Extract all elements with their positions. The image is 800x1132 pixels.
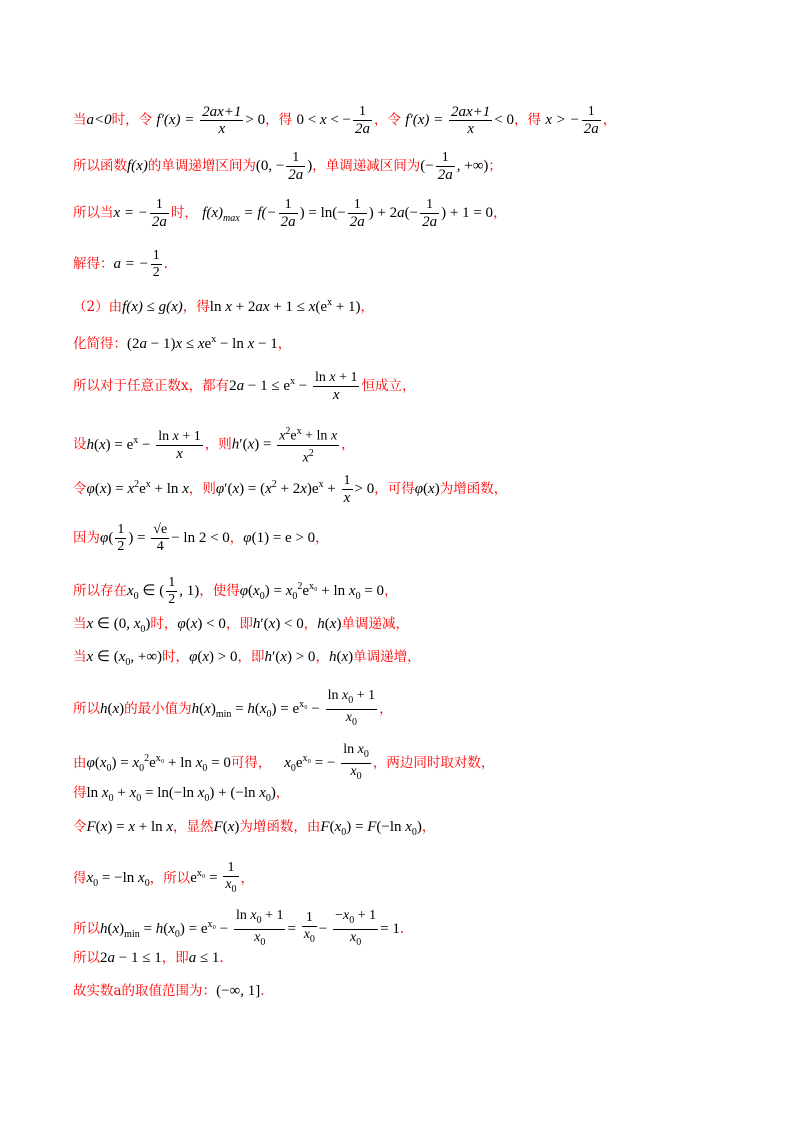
- fraction: $\frac{2ax+1}{x}$: [202, 104, 242, 137]
- math-expression: φ(x) < 0: [177, 616, 226, 632]
- fraction: $\frac{\ln x_0 + 1}{x_0}$: [327, 688, 376, 728]
- text-segment: ，两边同时取对数，: [372, 754, 495, 771]
- fraction: $\frac{1}{x_0}$: [225, 860, 237, 895]
- fraction: $\frac{1}{x_0}$: [303, 910, 315, 946]
- math-expression: φ(: [100, 530, 114, 546]
- fraction: $\frac{\ln x_0}{x_0}$: [343, 742, 369, 782]
- text-segment: 所以函数: [73, 158, 127, 174]
- text-segment: 由: [73, 754, 87, 771]
- text-segment: .: [260, 983, 265, 999]
- math-expression: $\varphi'(x) = (x^2 + 2x)e^x$ +: [215, 479, 340, 497]
- math-expression: $h(x)_{min} = h(x_0) = e^{x_0}$ −: [191, 698, 324, 720]
- text-segment: 时，令: [111, 112, 153, 128]
- text-segment: 单调递减，: [341, 616, 409, 632]
- text-segment: ，: [315, 530, 329, 546]
- solution-line-19: 所以$h(x)_{min} = h(x_0) = e^{x_0}$ − $\frac{\ln x_0 + 1}{x_0}$ = $\frac{1}{x_0}$ − $\frac{-x_0 + 1}{x_0}$ = 1.: [73, 908, 760, 951]
- text-segment: 当: [73, 112, 87, 128]
- text-segment: 所以对于任意正数x，都有: [73, 378, 230, 394]
- text-segment: ，单调递减区间为: [312, 158, 421, 174]
- math-expression: h′(x) < 0: [252, 616, 304, 632]
- solution-line-16: [73, 783, 760, 809]
- fraction: $\frac{1}{2a}$: [151, 197, 167, 230]
- text-segment: 所以: [73, 920, 100, 937]
- math-expression: $\varphi(x) = x^2e^x + \ln x$: [86, 479, 189, 497]
- text-segment: 时，: [162, 649, 190, 665]
- text-segment: 当: [73, 649, 87, 665]
- solution-line-17: [73, 817, 760, 843]
- text-segment: ，即: [237, 649, 265, 665]
- text-segment: 所以: [73, 700, 100, 717]
- math-expression: 2a − 1 ≤ 1: [100, 950, 162, 966]
- solution-line-4: [73, 248, 760, 281]
- text-segment: ，使得: [199, 583, 240, 599]
- text-segment: ，: [384, 583, 398, 599]
- text-segment: 得: [73, 870, 87, 887]
- math-expression: x ∈ (0, $x_0$): [86, 616, 151, 635]
- math-expression: f′(x) =: [405, 112, 448, 128]
- text-segment: ，即: [161, 950, 189, 966]
- math-expression: $\varphi(x_0) = x_0^2e^{x_0} + \ln x_0 = 0$: [86, 752, 231, 774]
- solution-line-6: [73, 330, 760, 354]
- math-expression: F(x) = x + ln x: [86, 819, 174, 835]
- text-segment: （2）由: [73, 299, 123, 315]
- text-segment: .: [219, 950, 224, 966]
- math-expression: $\ln x + 2ax + 1 \le x(e^x + 1)$: [209, 297, 361, 315]
- text-segment: 所以: [73, 950, 100, 966]
- math-expression: $x_0 = -\ln$ $x_0$: [86, 870, 150, 890]
- text-segment: ，: [360, 299, 375, 315]
- text-segment: 可得，: [230, 754, 272, 771]
- solution-line-1: [73, 104, 760, 137]
- text-segment: 的最小值为: [124, 700, 192, 717]
- math-expression: $f(x)_{max} = f(-$: [202, 205, 277, 224]
- math-expression: h′(x) > 0: [264, 649, 316, 665]
- fraction: $\frac{\ln x_0 + 1}{x_0}$: [235, 908, 284, 948]
- math-expression: f(x): [127, 158, 148, 174]
- math-expression: (−: [420, 158, 434, 174]
- math-expression: x = −: [113, 205, 148, 221]
- solution-line-12: [73, 614, 760, 640]
- text-segment: ，则: [204, 436, 232, 453]
- text-segment: 解得：: [73, 256, 114, 272]
- text-segment: 故实数a的取值范围为：: [73, 983, 217, 999]
- fraction: $\frac{1}{2a}$: [280, 197, 296, 230]
- solution-line-11: 所以存在$x_0$ ∈ ( $\frac{1}{2}$ , 1)，使得$\varphi(x_0) = x_0^2e^{x_0} + \ln x_0 = 0$，: [73, 575, 398, 607]
- fraction: $\frac{1}{2}$: [152, 248, 160, 280]
- text-segment: .: [163, 256, 169, 272]
- text-segment: ，令: [374, 112, 401, 128]
- solution-line-15: [73, 742, 760, 785]
- fraction: $\frac{1}{x}$: [343, 473, 351, 506]
- fraction: $\frac{1}{2}$: [168, 575, 176, 607]
- solution-line-9: 令$\varphi(x) = x^2e^x + \ln x$，则$\varphi'(x) = (x^2 + 2x)e^x$ + $\frac{1}{x}$ > 0，可得φ(x)为增函数，: [73, 473, 508, 506]
- text-segment: 所以存在: [73, 583, 127, 599]
- text-segment: ，得: [182, 299, 210, 315]
- fraction: $\frac{1}{2a}$: [349, 197, 365, 230]
- math-expression: $x_0e^{x_0}$ = −: [284, 752, 340, 774]
- math-expression: φ(1) = e > 0: [243, 530, 316, 546]
- math-expression: > 0: [245, 112, 266, 128]
- math-expression: $e^{x_0}$ =: [190, 868, 222, 887]
- math-expression: h(x): [100, 700, 125, 717]
- text-segment: 单调递增，: [353, 649, 421, 665]
- text-segment: ，: [240, 870, 255, 887]
- math-expression: $2a - 1 \le e^x$ −: [229, 376, 311, 394]
- math-expression: $x_0$ ∈ (: [127, 583, 165, 602]
- text-segment: ，: [602, 112, 617, 128]
- math-expression: $h(x) = e^x$ −: [86, 434, 155, 453]
- text-segment: 因为: [73, 530, 100, 546]
- text-segment: 所以当: [73, 205, 114, 221]
- fraction: $\frac{√e}{4}$: [153, 522, 168, 554]
- text-segment: ，得: [265, 112, 293, 128]
- math-expression: $F(x_0) = F(-\ln$ $x_0$): [320, 819, 422, 838]
- text-segment: ，所以: [149, 870, 191, 887]
- math-expression: φ(x): [414, 481, 440, 497]
- math-expression: $\varphi(x_0) = x_0^2e^{x_0} + \ln x_0 = 0$: [239, 581, 385, 602]
- text-segment: ，: [341, 436, 355, 453]
- math-expression: h′(x) =: [231, 436, 276, 453]
- solution-line-20: [73, 948, 760, 968]
- math-expression: F(x): [213, 819, 240, 835]
- text-segment: ，: [315, 649, 329, 665]
- text-segment: ，可得: [374, 481, 415, 497]
- math-expression: x > −: [545, 112, 580, 128]
- text-segment: 恒成立，: [361, 378, 416, 394]
- text-segment: 为增函数，由: [239, 819, 321, 835]
- math-expression: a ≤ 1: [188, 950, 220, 966]
- text-segment: 令: [73, 481, 87, 497]
- text-segment: 时，: [150, 616, 178, 632]
- text-segment: ，: [229, 530, 244, 546]
- fraction: $\frac{1}{2a}$: [288, 150, 304, 183]
- text-segment: ，: [277, 336, 292, 352]
- text-segment: ，: [303, 616, 318, 632]
- solution-line-2: 所以函数f(x)的单调递增区间为(0, − $\frac{1}{2a}$ )，单调递减区间为(− $\frac{1}{2a}$ , +∞)；: [73, 150, 502, 183]
- fraction: $\frac{1}{2a}$: [437, 150, 453, 183]
- math-expression: φ(x) > 0: [189, 649, 238, 665]
- text-segment: 化简得：: [73, 336, 127, 352]
- math-expression: (−∞, 1]: [216, 983, 261, 999]
- text-segment: 令: [73, 819, 87, 835]
- solution-line-18: [73, 860, 760, 898]
- text-segment: 时，: [170, 205, 198, 221]
- fraction: $\frac{x^2e^x + \ln x}{x^2}$: [279, 426, 338, 466]
- math-expression: f′(x) =: [156, 112, 199, 128]
- math-expression: f(x) ≤ g(x): [122, 299, 183, 315]
- text-segment: 的单调递增区间为: [147, 158, 256, 174]
- math-expression: a = −: [113, 256, 149, 272]
- solution-line-13: [73, 647, 760, 673]
- math-expression: $(2a - 1)x \le xe^x - \ln x - 1$: [127, 334, 278, 352]
- text-segment: ，则: [188, 481, 216, 497]
- fraction: $\frac{1}{2a}$: [355, 104, 370, 137]
- fraction: $\frac{\text{ln x + 1}}{x}$: [314, 370, 358, 403]
- text-segment: ，显然: [173, 819, 214, 835]
- text-segment: ，: [379, 700, 393, 717]
- solution-line-5: [73, 293, 760, 317]
- math-expression: (0, −: [255, 158, 285, 174]
- fraction: $\frac{1}{2a}$: [583, 104, 599, 137]
- text-segment: 得: [73, 785, 87, 801]
- fraction: $\frac{1}{2a}$: [422, 197, 438, 230]
- math-expression: $h(x)_{min} = h(x_0) = e^{x_0}$ −: [100, 918, 232, 940]
- fraction: $\frac{\text{ln x + 1}}{x}$: [158, 428, 201, 462]
- math-expression: $\ln x_0 + x_0 = \ln(-\ln$ $x_0) + (-\ln$ $x_0$): [86, 785, 276, 804]
- text-segment: ，: [275, 785, 290, 801]
- math-expression: h(x): [328, 649, 354, 665]
- fraction: $\frac{-x_0 + 1}{x_0}$: [335, 908, 377, 948]
- math-expression: a<0: [86, 112, 112, 128]
- fraction: $\frac{2ax+1}{x}$: [451, 104, 491, 137]
- solution-line-8: [73, 424, 760, 466]
- solution-line-14: [73, 688, 760, 731]
- math-expression: h(x): [317, 616, 342, 632]
- text-segment: ，即: [225, 616, 253, 632]
- text-segment: 为增函数，: [439, 481, 508, 497]
- math-expression: x ∈ ($x_0$, +∞): [86, 649, 163, 668]
- math-expression: < 0: [494, 112, 515, 128]
- solution-line-10: 因为φ( $\frac{1}{2}$ ) = $\frac{√e}{4}$ − ln 2 < 0，φ(1) = e > 0，: [73, 522, 329, 554]
- text-segment: ，得: [514, 112, 542, 128]
- text-segment: 设: [73, 436, 87, 453]
- solution-line-7: [73, 370, 760, 403]
- text-segment: ，: [421, 819, 436, 835]
- solution-line-21: [73, 981, 760, 1001]
- text-segment: .: [399, 920, 405, 937]
- text-segment: ，: [493, 205, 507, 221]
- text-segment: 当: [73, 616, 87, 632]
- solution-line-3: 所以当x = − $\frac{1}{2a}$ 时， $f(x)_{max} = f(-$ $\frac{1}{2a}$ ) = ln(− $\frac{1}{2a}$ ) + 2a(− $\frac{1}{2a}$ ) + 1 = 0，: [73, 197, 507, 230]
- math-expression: 0 < x < −: [296, 112, 351, 128]
- text-segment: ；: [488, 158, 502, 174]
- fraction: $\frac{1}{2}$: [117, 522, 125, 554]
